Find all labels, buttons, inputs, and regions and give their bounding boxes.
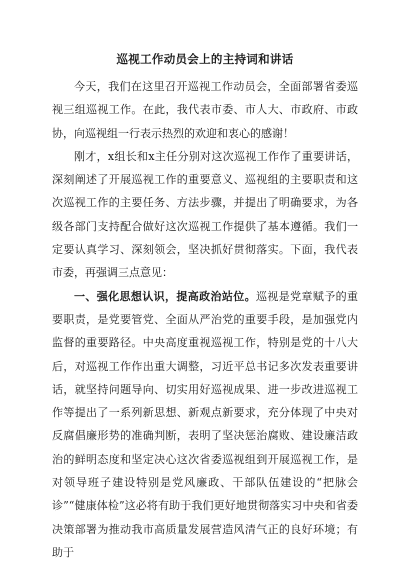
document-page bbox=[52, 50, 358, 564]
paragraph-remarks-text: 刚才，x组长和x主任分别对这次巡视工作作了重要讲话，深刻阐述了开展巡视工作的重要意义、巡视组的主要职责和这次巡视工作的主要任务、方法步骤，并提出了明确要求，为各级各部门支持配合做好这次巡视工作提供了基本遵循。我们一定要认真学习、深刻领会，坚决抓好贯彻落实。下面，我代表市委，再强调三点意见： bbox=[52, 149, 358, 280]
paragraph-opening bbox=[52, 75, 358, 145]
paragraph-remarks bbox=[52, 145, 358, 285]
point-one-heading: 一、强化思想认识，提高政治站位。 bbox=[74, 289, 256, 303]
point-one-text: 巡视是党章赋予的重要职责，是党要管党、全面从严治党的重要手段，是加强党内监督的重要路径。中央高度重视巡视工作，特别是党的十八大后，对巡视工作作出重大调整，习近平总书记多次发表重要讲话，就坚持问题导向、切实用好巡视成果、进一步改进巡视工作等提出了一系列新思想、新观点新要求，充分体现了中央对反腐倡廉形势的准确判断，表明了坚决惩治腐败、建设廉洁政治的鲜明态度和坚定决心这次省委巡视组到开展巡视工作，是对领导班子建设特别是党风廉政、干部队伍建设的“把脉会诊”“健康体检”这必将有助于我们更好地贯彻落实习中央和省委决策部署为推动我市高质量发展营造风清气正的良好环境；有助于 bbox=[52, 289, 358, 559]
document-title: 巡视工作动员会上的主持词和讲话 bbox=[116, 52, 294, 66]
paragraph-opening-text: 今天，我们在这里召开巡视工作动员会，全面部署省委巡视三组巡视工作。在此，我代表市委、市人大、市政府、市政协，向巡视组一行表示热烈的欢迎和衷心的感谢！ bbox=[52, 80, 358, 140]
paragraph-point-one bbox=[52, 285, 358, 565]
